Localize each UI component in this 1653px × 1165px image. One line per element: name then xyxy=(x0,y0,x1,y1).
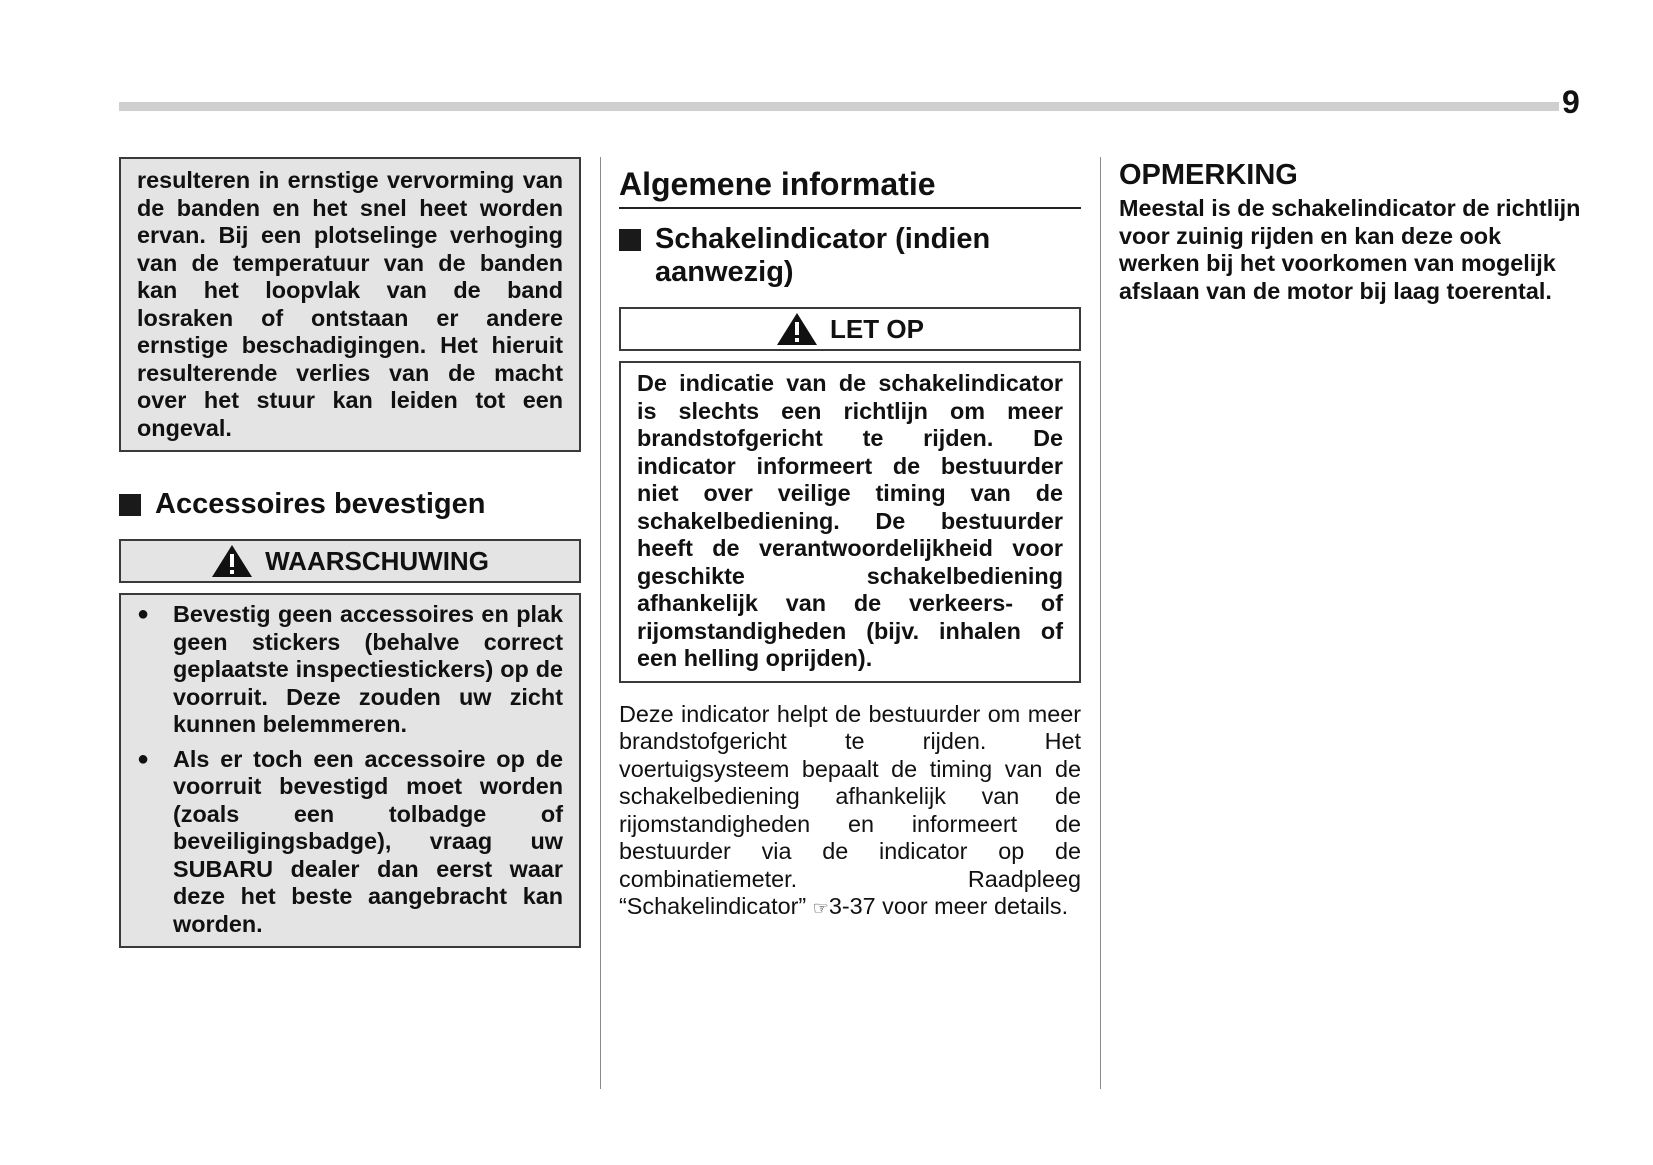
warning-triangle-icon xyxy=(211,544,253,578)
reference-pointer-icon: ☞ xyxy=(812,898,829,918)
header-rule xyxy=(119,102,1559,111)
square-bullet-icon xyxy=(619,229,641,251)
continued-warning-box xyxy=(119,157,581,452)
page-number: 9 xyxy=(1562,84,1580,120)
warning-box xyxy=(119,593,581,948)
list-item xyxy=(137,601,563,739)
body-paragraph xyxy=(619,701,1081,923)
column-middle xyxy=(619,157,1081,923)
caution-box xyxy=(619,361,1081,683)
column-left xyxy=(119,157,581,948)
section-title: Accessoires bevestigen xyxy=(155,488,486,520)
warning-item-text: Als er toch een accessoire op de voorruit bevestigd moet worden (zoals een tolbadge of beveiligingsbadge), vraag uw SUBARU dealer dan eerst waar deze het beste aangebracht kan worden. xyxy=(173,745,563,937)
section-heading-accessoires xyxy=(119,488,581,521)
sub-title: Schakelindicator (indien aanwezig) xyxy=(655,223,991,288)
column-divider-left xyxy=(600,157,601,1089)
body-text: Deze indicator helpt de bestuurder om meer brandstofgericht te rijden. Het voertuigsysteem bepaalt de timing van de schakelbediening afhankelijk van de rijomstandigheden en informeert de bestuurder via de indicator op de combinatiemeter. Raadpleeg “Schakelindicator” xyxy=(619,700,1081,919)
bullet-icon: ● xyxy=(137,747,150,770)
note-text: Meestal is de schakelindicator de richtlijn voor zuinig rijden en kan deze ook werken bij het voorkomen van mogelijk afslaan van de motor bij laag toerental. xyxy=(1119,195,1581,304)
warning-banner xyxy=(119,539,581,583)
square-bullet-icon xyxy=(119,494,141,516)
caution-text: De indicatie van de schakelindicator is slechts een richtlijn om meer brandstofgericht te rijden. De indicator informeert de bestuurder niet over veilige timing van de schakelbediening. De bestuurder heeft de verantwoordelijkheid voor geschikte schakelbediening afhankelijk van de verkeers- of rijomstandigheden (bijv. inhalen of een helling oprijden). xyxy=(637,370,1063,671)
main-title: Algemene informatie xyxy=(619,163,1081,209)
continued-warning-text: resulteren in ernstige vervorming van de banden en het snel heet worden ervan. Bij een plotselinge verhoging van de temperatuur van de banden kan het loopvlak van de band losraken of ontstaan er andere ernstige beschadigingen. Het hieruit resulterende verlies van de macht over het stuur kan leiden tot een ongeval. xyxy=(137,167,563,441)
bullet-icon: ● xyxy=(137,603,150,625)
section-heading-schakelindicator xyxy=(619,223,1081,289)
column-right xyxy=(1119,157,1581,305)
caution-label: LET OP xyxy=(830,313,924,344)
warning-label: WAARSCHUWING xyxy=(265,545,489,576)
column-divider-right xyxy=(1100,157,1101,1089)
note-title: OPMERKING xyxy=(1119,159,1298,191)
list-item xyxy=(137,746,563,939)
caution-banner xyxy=(619,307,1081,351)
warning-triangle-icon xyxy=(776,312,818,346)
reference-text: 3-37 voor meer details. xyxy=(828,893,1069,919)
warning-item-text: Bevestig geen accessoires en plak geen stickers (behalve correct geplaatste inspectiestickers) op de voorruit. Deze zouden uw zicht kunnen belemmeren. xyxy=(173,601,563,737)
